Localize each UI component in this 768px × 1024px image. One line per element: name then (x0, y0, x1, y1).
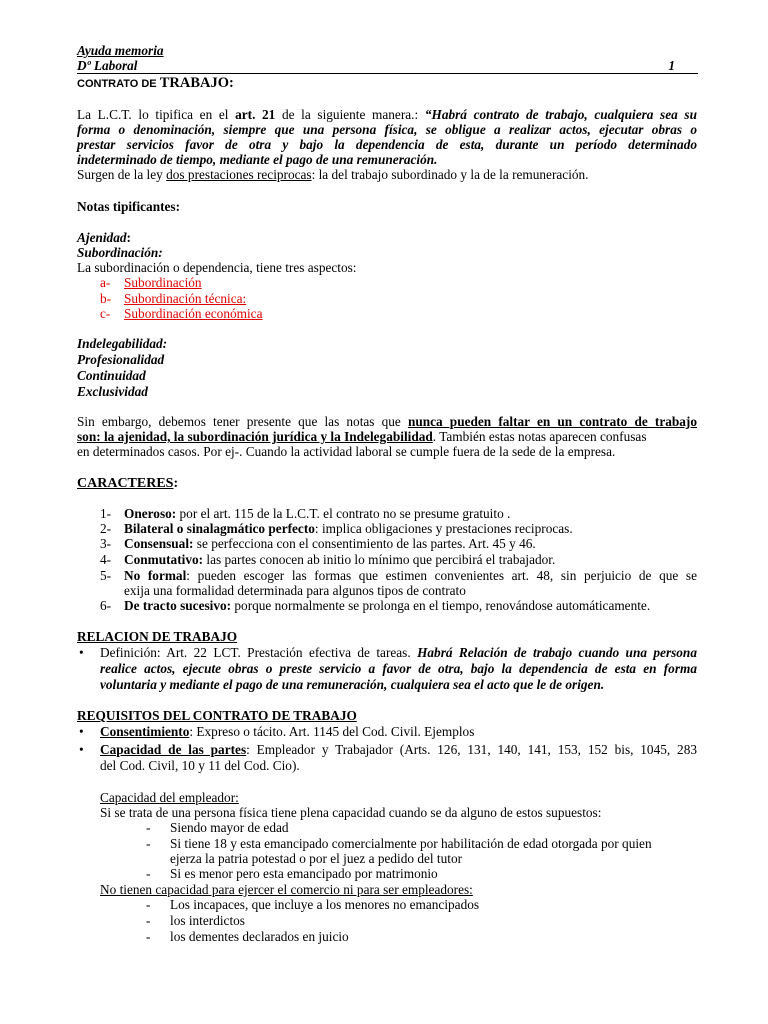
dash-marker: - (146, 866, 151, 881)
capacidad-empleador-heading: Capacidad del empleador: (100, 790, 239, 805)
requisito-text: : Empleador y Trabajador (Arts. 126, 131, 140, 141, 153, 152 bis, 1045, 283 (246, 742, 697, 757)
header-subject-line (77, 58, 697, 74)
colon: : (126, 230, 131, 245)
subordinacion-text: La subordinación o dependencia, tiene tres aspectos: (77, 260, 357, 275)
dash-marker: - (146, 836, 151, 851)
colon: : (173, 476, 179, 491)
caracter-item-continuation: exija una formalidad determinada para algunos tipos de contrato (124, 583, 466, 598)
supuesto-text: Si tiene 18 y esta emancipado comercialmente por habilitación de edad otorgada por quien (170, 836, 652, 851)
dash-marker: - (146, 913, 151, 928)
item-term: No formal (124, 568, 187, 583)
heading-large: TRABAJO: (159, 75, 234, 91)
incapaz-text: los interdictos (170, 913, 245, 928)
def-quote: Habrá Relación de trabajo cuando una persona (417, 645, 697, 660)
incapaz-text: los dementes declarados en juicio (170, 929, 349, 944)
aspect-letter: b- (100, 291, 112, 306)
item-term: De tracto sucesivo: (124, 598, 232, 613)
bullet-icon: • (79, 724, 84, 739)
intro-text: de la siguiente manera.: (275, 107, 425, 122)
surgen-underlined: dos prestaciones reciprocas (166, 167, 312, 182)
dash-marker: - (146, 897, 151, 912)
surgen-text: Surgen de la ley (77, 167, 167, 182)
supuesto-text: Si es menor pero esta emancipado por matrimonio (170, 866, 438, 881)
requisito-text: : Expreso o tácito. Art. 1145 del Cod. Civil. Ejemplos (189, 724, 475, 739)
intro-line-1 (77, 107, 697, 123)
article-ref: art. 21 (235, 107, 276, 122)
sin-embargo-line-1 (77, 414, 697, 430)
aspect-link[interactable]: Subordinación económica (124, 306, 263, 321)
item-number: 5- (100, 568, 112, 583)
profesionalidad-label: Profesionalidad (77, 352, 165, 367)
page-number: 1 (668, 58, 675, 73)
sin-embargo-text: Sin embargo, debemos tener presente que las notas que (77, 414, 408, 429)
surgen-line (77, 167, 697, 183)
relacion-def-line-3: voluntaria y mediante el pago de una remuneración, cualquiera sea el acto que le de origen. (100, 677, 605, 692)
caracteres-title: CARACTERES (77, 476, 174, 491)
subordinacion-label: Subordinación: (77, 245, 163, 260)
item-number: 4- (100, 552, 112, 567)
item-number: 2- (100, 521, 112, 536)
sin-embargo-line-3: en determinados casos. Por ej-. Cuando la actividad laboral se cumple fuera de la sede de la empresa. (77, 444, 616, 459)
header-title: Ayuda memoria (77, 43, 164, 58)
item-text: por el art. 115 de la L.C.T. el contrato no se presume gratuito . (176, 506, 511, 521)
item-text: : pueden escoger las formas que estimen convenientes art. 48, sin perjuicio de que se (186, 568, 697, 583)
sin-embargo-line-2 (77, 429, 697, 445)
sin-embargo-text: . También estas notas aparecen confusas (432, 429, 647, 444)
aspect-letter: a- (100, 275, 111, 290)
requisito-term: Capacidad de las partes (100, 742, 247, 757)
notas-heading: Notas tipificantes: (77, 199, 181, 214)
capacidad-continuation: del Cod. Civil, 10 y 11 del Cod. Cio). (100, 758, 300, 773)
bullet-icon: • (79, 742, 84, 757)
item-text: porque normalmente se prolonga en el tiempo, renovándose automáticamente. (231, 598, 651, 613)
item-number: 3- (100, 536, 112, 551)
continuidad-label: Continuidad (77, 368, 146, 383)
no-tienen-heading: No tienen capacidad para ejercer el comercio ni para ser empleadores: (100, 882, 473, 897)
incapaz-text: Los incapaces, que incluye a los menores no emancipados (170, 897, 480, 912)
item-term: Oneroso: (124, 506, 177, 521)
aspect-link[interactable]: Subordinación técnica: (124, 291, 247, 306)
header-rule (77, 73, 698, 74)
heading-small: CONTRATO DE (77, 78, 160, 90)
item-number: 6- (100, 598, 112, 613)
item-number: 1- (100, 506, 112, 521)
requisito-term: Consentimiento (100, 724, 190, 739)
aspect-letter: c- (100, 306, 111, 321)
dash-marker: - (146, 820, 151, 835)
supuesto-continuation: ejerza la patria potestad o por el juez a pedido del tutor (170, 851, 463, 866)
section-heading-contrato (77, 75, 697, 93)
header-subject: Dº Laboral (77, 58, 138, 73)
caracteres-heading (77, 476, 697, 492)
aspect-link[interactable]: Subordinación (124, 275, 202, 290)
exclusividad-label: Exclusividad (77, 384, 148, 399)
intro-line-3: prestar servicios favor de otra y bajo la dependencia de esta, durante un período determinado (77, 137, 697, 152)
quote-text: “Habrá contrato de trabajo, cualquiera sea su (424, 107, 697, 122)
item-text: se perfecciona con el consentimiento de las partes. Art. 45 y 46. (193, 536, 536, 551)
def-text: Definición: Art. 22 LCT. Prestación efectiva de tareas. (100, 645, 418, 660)
intro-text: La L.C.T. lo tipifica en el (77, 107, 236, 122)
emphasis-text: nunca pueden faltar en un contrato de trabajo (407, 414, 697, 429)
ajenidad-label: Ajenidad (77, 230, 127, 245)
item-term: Consensual: (124, 536, 194, 551)
indelegabilidad-label: Indelegabilidad: (77, 336, 168, 351)
persona-fisica-text: Si se trata de una persona física tiene plena capacidad cuando se da alguno de estos supuestos: (100, 805, 602, 820)
requisitos-heading: REQUISITOS DEL CONTRATO DE TRABAJO (77, 708, 357, 723)
relacion-def-line-2: realice actos, ejecute obras o preste servicio a favor de otra, bajo la dependencia de esta en forma (100, 661, 697, 676)
item-text: : implica obligaciones y prestaciones reciprocas. (314, 521, 573, 536)
surgen-text: : la del trabajo subordinado y la de la remuneración. (311, 167, 589, 182)
intro-line-2: forma o denominación, siempre que una persona física, se obligue a realizar actos, ejecutar obras o (77, 122, 697, 137)
item-term: Bilateral o sinalagmático perfecto (124, 521, 315, 536)
item-text: las partes conocen ab initio lo mínimo que percibirá el trabajador. (203, 552, 556, 567)
intro-line-4: indeterminado de tiempo, mediante el pago de una remuneración. (77, 152, 438, 167)
ajenidad-line (77, 230, 697, 246)
relacion-heading: RELACION DE TRABAJO (77, 629, 238, 644)
supuesto-text: Siendo mayor de edad (170, 820, 289, 835)
item-term: Conmutativo: (124, 552, 204, 567)
emphasis-text: son: la ajenidad, la subordinación jurídica y la Indelegabilidad (77, 429, 433, 444)
bullet-icon: • (79, 645, 84, 660)
dash-marker: - (146, 929, 151, 944)
